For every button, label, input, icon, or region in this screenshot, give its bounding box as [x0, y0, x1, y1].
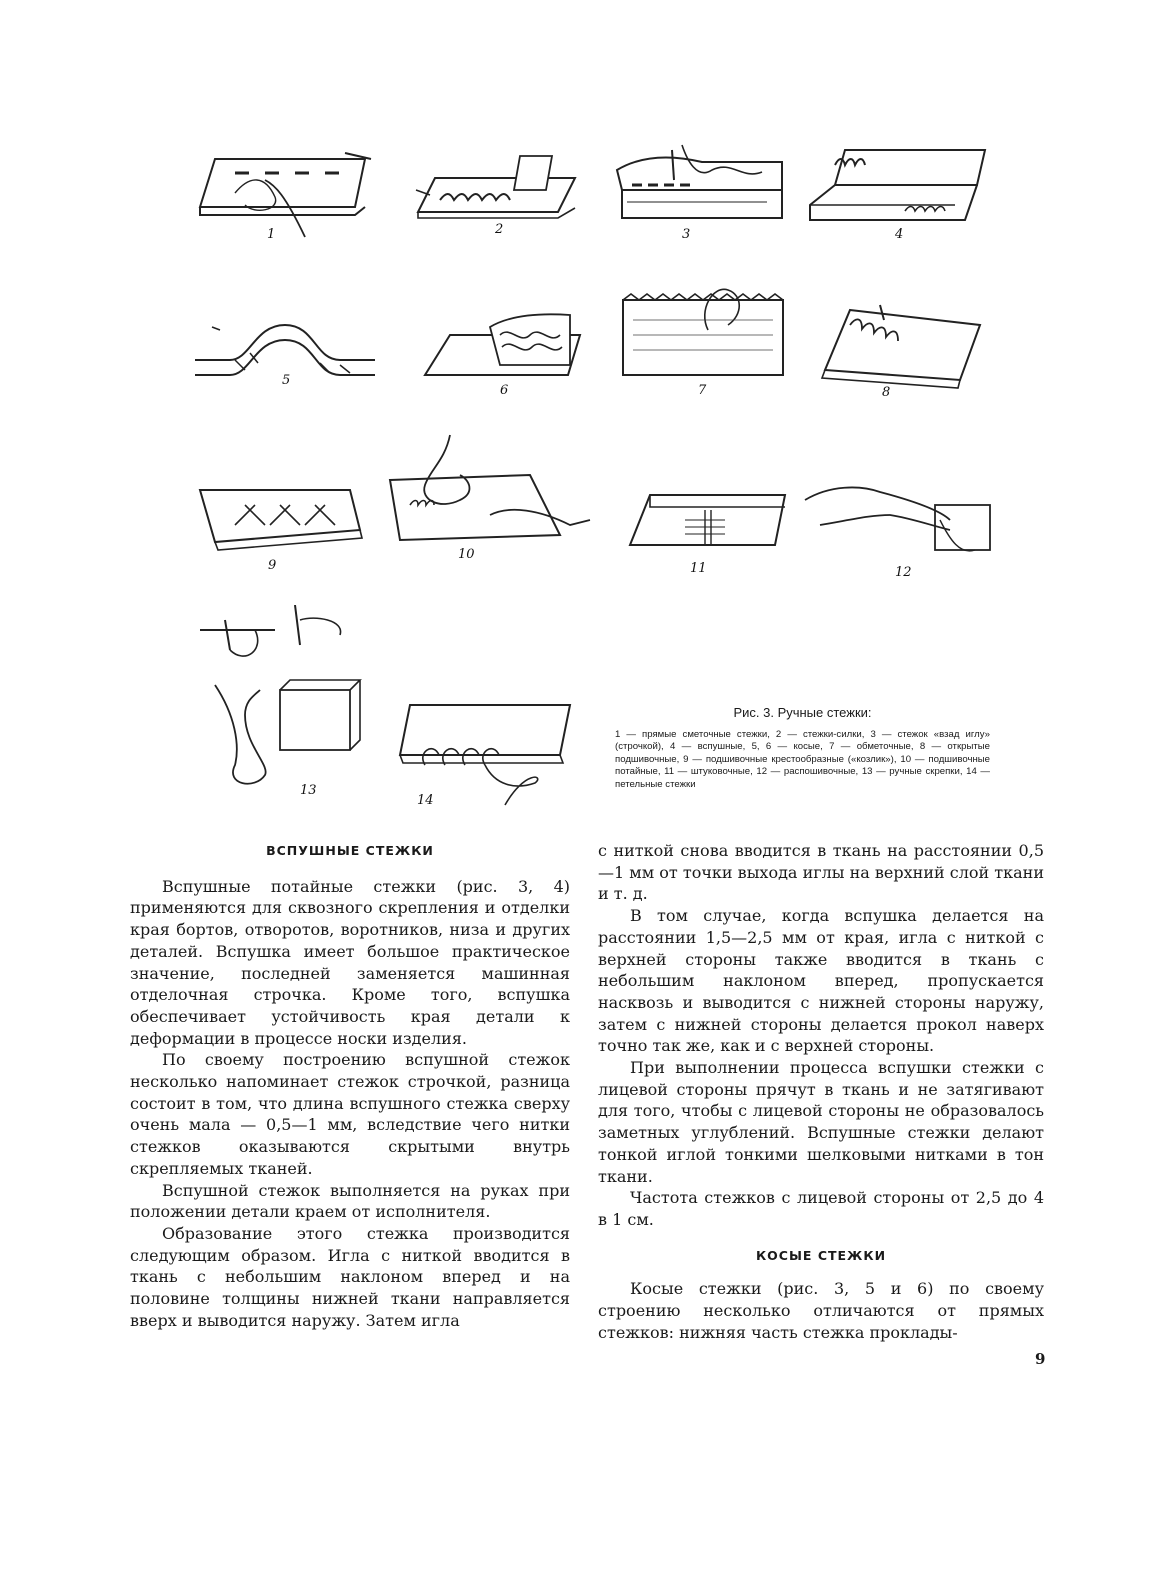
figure-number-13: 13	[300, 783, 317, 798]
figure-number-10: 10	[458, 547, 475, 562]
figure-number-4: 4	[895, 227, 904, 242]
section-heading-kosye: КОСЫЕ СТЕЖКИ	[755, 1247, 887, 1263]
figure-stitch-2	[410, 150, 580, 245]
figure-number-7: 7	[698, 383, 707, 398]
paragraph: Вспушные потайные стежки (рис. 3, 4) применяются для сквозного скрепления и отделки края бортов, отворотов, воротников, низа и других деталей. Вспушка имеет большое практическое значение, последней заменяется машинная отделочная строчка. Кроме того, вспушка обеспечивает устойчивость края детали к деформации в процессе носки изделия.	[130, 876, 570, 1048]
figure-number-14: 14	[417, 793, 434, 808]
figure-stitch-11	[625, 485, 790, 580]
figure-stitch-5	[190, 315, 380, 395]
figure-stitch-4	[805, 145, 995, 245]
figure-stitch-8	[810, 300, 985, 405]
paragraph: Образование этого стежка производится следующим образом. Игла с ниткой вводится в ткань с небольшим наклоном вперед и на половине толщины нижней ткани направляется вверх и выводится наружу. Затем игла	[130, 1223, 570, 1330]
paragraph: Косые стежки (рис. 3, 5 и 6) по своему строению несколько отличаются от прямых стежков: нижняя часть стежка проклады-	[598, 1279, 1044, 1342]
figure-stitch-12	[800, 470, 995, 585]
figure-stitch-9	[190, 480, 370, 580]
figure-number-2: 2	[495, 222, 504, 237]
paragraph: По своему построению вспушной стежок несколько напоминает стежок строчкой, разница состоит в том, что длина вспушного стежка сверху очень мала — 0,5—1 мм, вследствие чего нитки стежков оказываются скрытыми внутрь скрепляемых тканей.	[130, 1050, 570, 1178]
figure-stitch-13	[195, 605, 375, 805]
paragraph: В том случае, когда вспушка делается на расстоянии 1,5—2,5 мм от края, игла с ниткой с верхней стороны также вводится в ткань с небольшим наклоном вперед, пропускается насквозь и выводится с нижней стороны наружу, затем с нижней стороны делается прокол наверх точно так же, как и с верхней стороны.	[598, 906, 1044, 1056]
figure-number-6: 6	[500, 383, 509, 398]
figure-stitch-10	[380, 425, 600, 575]
figure-stitch-7	[618, 280, 788, 400]
figure-number-3: 3	[682, 227, 691, 242]
page-number: 9	[1035, 1350, 1046, 1368]
stitch-1-drawing	[195, 145, 375, 250]
figure-caption-body: 1 — прямые сметочные стежки, 2 — стежки-силки, 3 — стежок «взад иглу» (строчкой), 4 — вспушные, 5, 6 — косые, 7 — обметочные, 8 — открытые подшивочные, 9 — подшивочные крестообразные («козлик»), 10 — подшивочные потайные, 11 — штуковочные, 12 — распошивочные, 13 — ручные скрепки, 14 — петельные стежки	[615, 729, 990, 790]
figure-number-9: 9	[268, 558, 277, 573]
figure-number-5: 5	[282, 373, 291, 388]
right-column	[598, 840, 1044, 1343]
figure-number-11: 11	[690, 561, 707, 576]
figure-number-12: 12	[895, 565, 912, 580]
paragraph: Частота стежков с лицевой стороны от 2,5 до 4 в 1 см.	[598, 1188, 1044, 1229]
figure-number-1: 1	[267, 227, 276, 242]
stitch-8-drawing	[810, 300, 985, 405]
figure-stitch-1	[195, 145, 375, 250]
figure-number-8: 8	[882, 385, 891, 400]
stitch-3-drawing	[612, 140, 792, 245]
stitch-7-drawing	[618, 280, 788, 400]
paragraph: Вспушной стежок выполняется на руках при положении детали краем от исполнителя.	[130, 1180, 570, 1222]
figure-stitch-3	[612, 140, 792, 245]
paragraph: с ниткой снова вводится в ткань на расстоянии 0,5—1 мм от точки выхода иглы на верхний слой ткани и т. д.	[598, 841, 1044, 904]
left-column	[130, 840, 570, 1331]
figure-stitch-6	[420, 305, 590, 400]
paragraph: При выполнении процесса вспушки стежки с лицевой стороны прячут в ткань и не затягивают для того, чтобы с лицевой стороны не образовалось заметных углублений. Вспушные стежки делают тонкой иглой тонкими шелковыми нитками в тон ткани.	[598, 1058, 1044, 1186]
figure-caption-title: Рис. 3. Ручные стежки:	[733, 705, 872, 720]
stitch-9-drawing	[190, 480, 370, 580]
stitch-11-drawing	[625, 485, 790, 580]
stitch-13-drawing	[195, 605, 375, 805]
section-heading-vspushnye: ВСПУШНЫЕ СТЕЖКИ	[266, 843, 434, 858]
figure-stitch-14	[395, 695, 580, 815]
stitch-10-drawing	[380, 425, 600, 575]
figure-caption	[615, 705, 990, 791]
